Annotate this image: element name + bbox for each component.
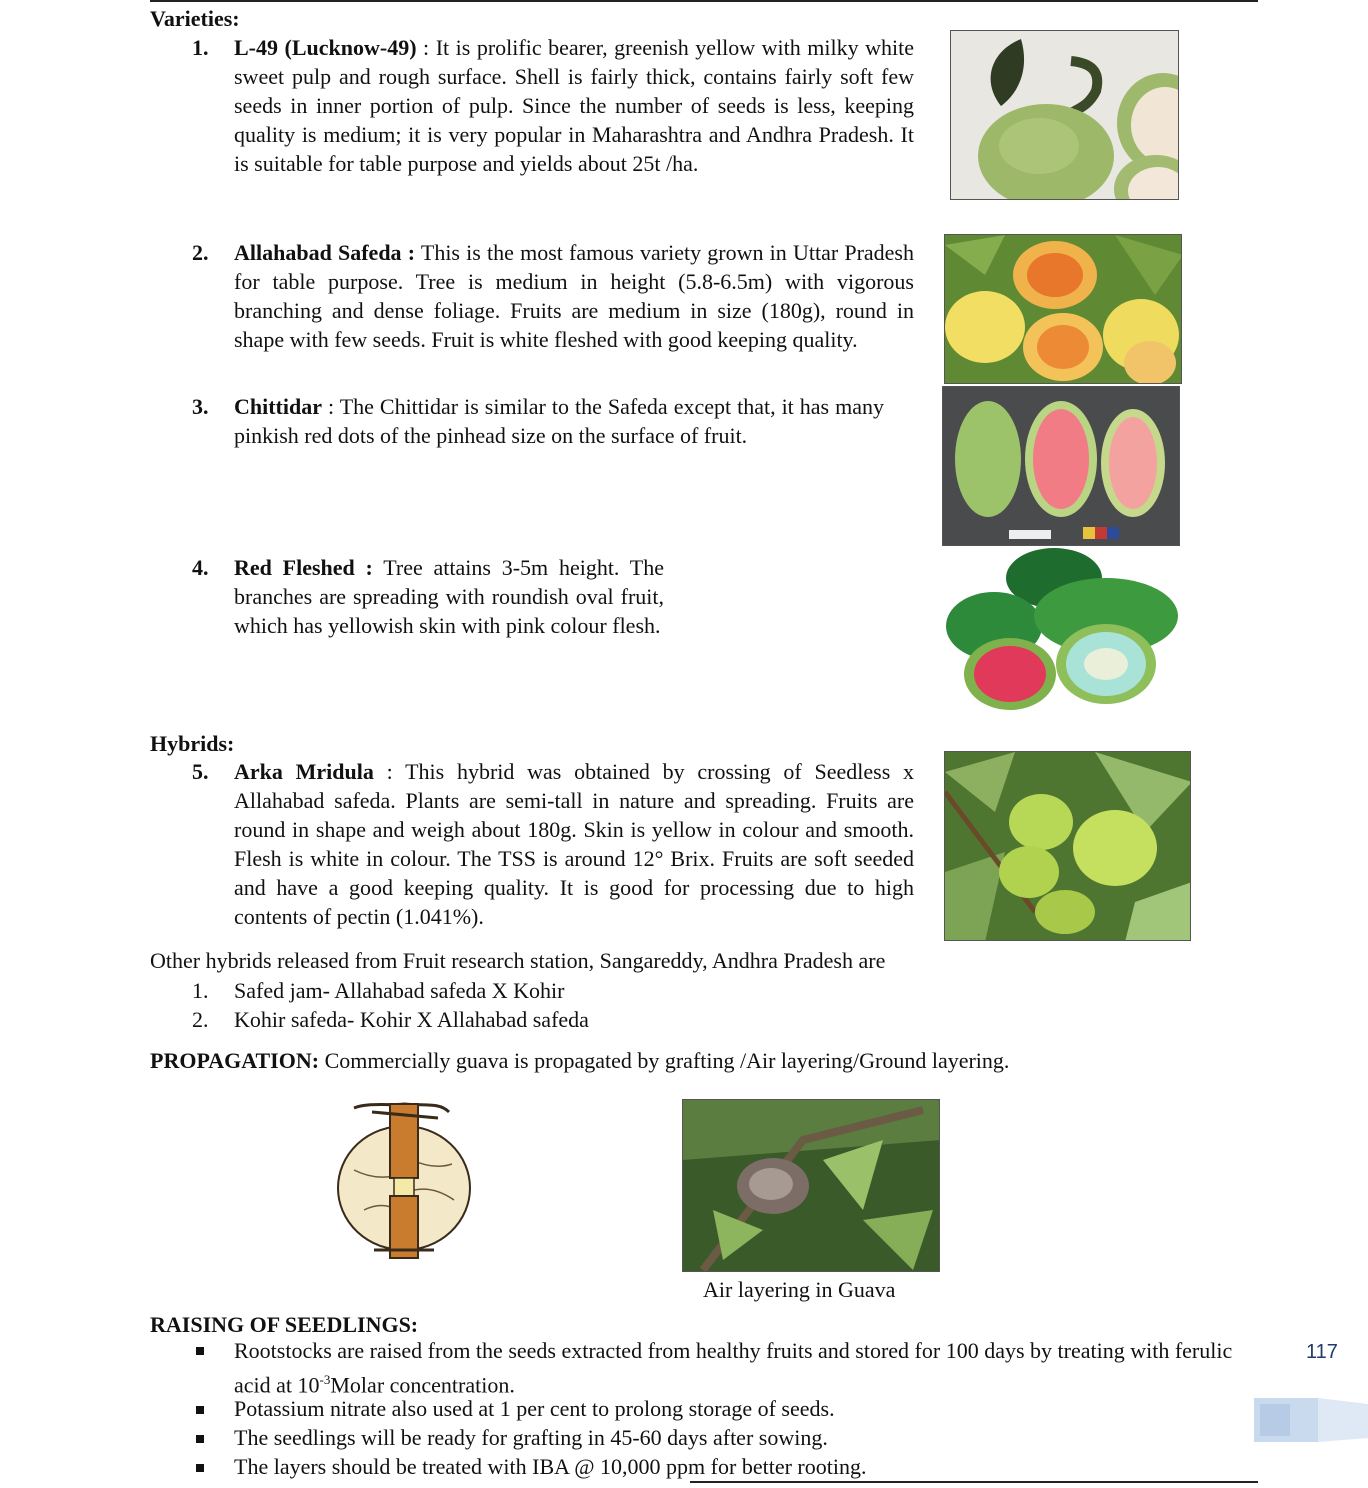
propagation-label: PROPAGATION: — [150, 1048, 320, 1073]
item-number: 2. — [192, 240, 209, 265]
seedling-bullet-1 — [234, 1336, 1259, 1399]
top-rule — [150, 0, 1258, 2]
item-number: 4. — [192, 555, 209, 580]
bullet-icon — [196, 1406, 204, 1414]
other-hybrid-item: Kohir safeda- Kohir X Allahabad safeda — [234, 1007, 589, 1032]
variety-text: The Chittidar is similar to the Safeda except that, it has many pinkish red dots of the pinhead size on the surface of fruit. — [234, 394, 884, 448]
hybrids-heading: Hybrids: — [150, 731, 235, 756]
air-layering-diagram — [334, 1100, 474, 1262]
list-number: 1. — [192, 978, 209, 1003]
variety-name: Allahabad Safeda : — [234, 240, 416, 265]
variety-name: Chittidar — [234, 394, 322, 419]
propagation-paragraph — [150, 1046, 1009, 1075]
page-tab-decoration — [1254, 1394, 1368, 1446]
item-number: 5. — [192, 759, 209, 784]
other-hybrids-intro: Other hybrids released from Fruit research station, Sangareddy, Andhra Pradesh are — [150, 948, 886, 973]
variety-text: It is prolific bearer, greenish yellow with milky white sweet pulp and rough surface. Shell is fairly thick, contains fairly soft few seeds in inner portion of pulp. Since the number of seeds is less, keeping quality is medium; it is very popular in Maharashtra and Andhra Pradesh. It is suitable for table purpose and yields about 25t /ha. — [234, 35, 914, 176]
bottom-rule — [690, 1481, 1258, 1483]
variety-name: L-49 (Lucknow-49) — [234, 35, 417, 60]
air-layering-caption: Air layering in Guava — [703, 1277, 896, 1302]
seedling-bullet-2: Potassium nitrate also used at 1 per cent to prolong storage of seeds. — [234, 1396, 835, 1421]
item-number: 3. — [192, 394, 209, 419]
red-fleshed-photo — [946, 548, 1182, 712]
seedling-bullet-4: The layers should be treated with IBA @ 10,000 ppm for better rooting. — [234, 1454, 867, 1479]
bullet-icon — [196, 1347, 204, 1355]
variety-text: Tree attains 3-5m height. The branches are spreading with roundish oval fruit, which has yellowish skin with pink colour flesh. — [234, 555, 665, 638]
seedling-bullet-3: The seedlings will be ready for grafting in 45-60 days after sowing. — [234, 1425, 828, 1450]
bullet-icon — [196, 1464, 204, 1472]
variety-chittidar-description — [234, 392, 884, 450]
propagation-text: Commercially guava is propagated by grafting /Air layering/Ground layering. — [324, 1048, 1010, 1073]
hybrid-name: Arka Mridula — [234, 759, 374, 784]
separator — [373, 555, 383, 580]
hybrid-text: This hybrid was obtained by crossing of Seedless x Allahabad safeda. Plants are semi-tall in nature and spreading. Fruits are round in shape and weigh about 180g. Skin is yellow in colour and smooth. Flesh is white in colour. The TSS is around 12° Brix. Fruits are soft seeded and have a good keeping quality. It is good for processing due to high contents of pectin (1.041%). — [234, 759, 915, 929]
exponent: -3 — [319, 1372, 331, 1387]
page-number: 117 — [1306, 1341, 1338, 1363]
seedlings-heading: RAISING OF SEEDLINGS: — [150, 1312, 419, 1337]
list-number: 2. — [192, 1007, 209, 1032]
variety-red-fleshed-description — [234, 553, 664, 640]
other-hybrid-item: Safed jam- Allahabad safeda X Kohir — [234, 978, 565, 1003]
item-number: 1. — [192, 35, 209, 60]
separator: : — [416, 35, 436, 60]
hybrid-arka-mridula-description — [234, 757, 914, 931]
variety-l49-description — [234, 33, 914, 178]
arka-mridula-photo — [944, 751, 1191, 941]
allahabad-safeda-photo — [944, 234, 1182, 384]
bullet-text: Rootstocks are raised from the seeds extracted from healthy fruits and stored for 100 days by treating with ferulic acid at 10 — [234, 1338, 1233, 1398]
variety-allahabad-safeda-description — [234, 238, 914, 354]
variety-name: Red Fleshed : — [234, 555, 373, 580]
bullet-text: Molar concentration. — [330, 1372, 515, 1398]
chittidar-photo — [942, 386, 1180, 546]
variety-text: This is the most famous variety grown in Uttar Pradesh for table purpose. Tree is medium in height (5.8-6.5m) with vigorous branching and dense foliage. Fruits are medium in size (180g), round in shape with few seeds. Fruit is white fleshed with good keeping quality. — [234, 240, 914, 352]
bullet-icon — [196, 1435, 204, 1443]
separator: : — [322, 394, 340, 419]
air-layering-photo — [682, 1099, 940, 1272]
separator: : — [373, 759, 406, 784]
l49-guava-photo — [950, 30, 1179, 200]
varieties-heading: Varieties: — [150, 6, 240, 31]
